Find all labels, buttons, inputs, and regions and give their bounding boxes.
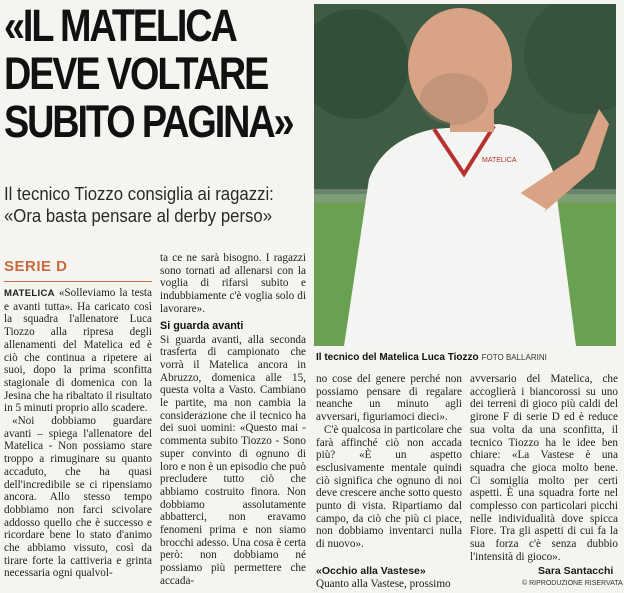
coach-photo xyxy=(314,4,616,346)
continuation-paragraph: no cose del genere perché non possiamo pensare di regalare neanche un minuto agli avversari, figuriamoci dieci». xyxy=(316,373,462,424)
headline xyxy=(4,0,293,147)
lead-paragraph xyxy=(4,287,152,415)
lead-word: MATELICA xyxy=(4,288,55,299)
paragraph: Si guarda avanti, alla seconda trasferta di campionato che vorrà il Matelica ancora in Abruzzo, domenica alle 15, questa volta a Vasto. Cambiano le partite, ma non cambia la considerazione che il tecnico ha dei suoi uomini: «Questo mai - commenta subito Tiozzo - Sono super convinto di ognuno di loro e non è un episodio che può precludere tutto ciò che abbiamo costruito finora. Non dobbiamo assolutamente abbatterci, non eravamo fenomeni prima e non siamo brocchi adesso. Una cosa è certa però: non dobbiamo né possiamo più permettere che accada- xyxy=(160,333,306,587)
subheading-si-guarda-avanti: Si guarda avanti xyxy=(160,319,244,332)
headline-line-3: SUBITO PAGINA» xyxy=(4,96,293,147)
section-divider xyxy=(4,281,152,282)
photo-credit: FOTO BALLARINI xyxy=(481,353,547,362)
paragraph: Quanto alla Vastese, prossimo xyxy=(316,578,451,590)
headline-line-2: DEVE VOLTARE xyxy=(4,48,268,99)
headline-line-1: «IL MATELICA xyxy=(4,0,236,51)
subheading-occhio-alla-vastese: «Occhio alla Vastese» xyxy=(316,565,426,577)
section-label: SERIE D xyxy=(4,258,68,275)
subheadline-line-2: «Ora basta pensare al derby perso» xyxy=(4,206,273,226)
caption-text: Il tecnico del Matelica Luca Tiozzo xyxy=(316,352,479,363)
svg-text:MATELICA: MATELICA xyxy=(482,157,517,164)
subheadline-line-1: Il tecnico Tiozzo consiglia ai ragazzi: xyxy=(4,184,274,204)
photo-caption xyxy=(316,352,616,364)
column-3 xyxy=(316,373,462,551)
column-4 xyxy=(470,373,618,564)
subheadline xyxy=(4,183,302,227)
copyright: © RIPRODUZIONE RISERVATA xyxy=(522,580,623,587)
byline: Sara Santacchi xyxy=(538,565,614,577)
column-2 xyxy=(160,252,306,588)
lead-text: «Solleviamo la testa e avanti tutta». Ha caricato così la squadra l'allenatore Luca Tiozzo alla ripresa degli allenamenti del Matelica ed è ciò che continua a ripetere ai suoi, dopo la prima sconfitta stagionale di domenica con la Jesina che ha ribaltato il risultato in 5 minuti proprio allo scadere. xyxy=(4,287,152,415)
paragraph: avversario del Matelica, che accoglierà i biancorossi su uno dei terreni di gioco più caldi del girone F di serie D ed è reduce sua volta da una sconfitta, il tecnico Tiozzo ha le idee ben chiare: «La Vastese è una squadra che gioca molto bene. Ci somiglia molto per certi aspetti. È una squadra forte nel complesso con particolari picchi nelle individualità dove spicca Fiore. Tra gli aspetti di cui fa la sua forza c'è senza dubbio l'intensità di gioco». xyxy=(470,373,618,563)
quote-paragraph: «Noi dobbiamo guardare avanti – spiega l'allenatore del Matelica - Non possiamo stare troppo a rimuginare su quanto accaduto, che ha quasi dell'incredibile se ci ripensiamo ancora. Allo stesso tempo dobbiamo non farci scivolare addosso quello che è successo e ricordare bene lo stato d'animo che abbiamo vissuto, così da tirare forte la cattiveria e grinta necessaria ogni qualvol- xyxy=(4,415,152,580)
continuation-paragraph: ta ce ne sarà bisogno. I ragazzi sono tornati ad allenarsi con la voglia di rifarsi subito e indubbiamente c'è voglia solo di lavorare». xyxy=(160,252,306,315)
paragraph: C'è qualcosa in particolare che farà affinché ciò non accada più? «È un aspetto esclusivamente mentale quindi ciò significa che ognuno di noi deve crescere anche sotto questo punto di vista. Ripartiamo dal campo, da ciò che più ci piace, non dobbiamo inventarci nulla di nuovo». xyxy=(316,423,462,551)
column-1 xyxy=(4,287,152,580)
coach-photo-illustration xyxy=(314,4,616,346)
